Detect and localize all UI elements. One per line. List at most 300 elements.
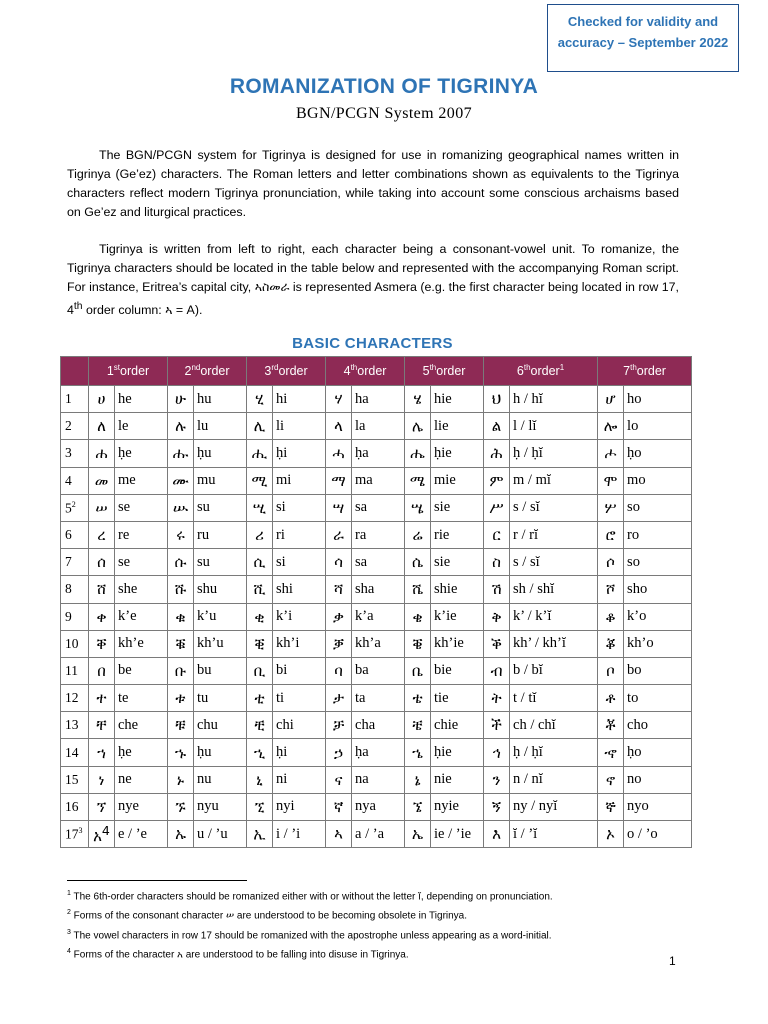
ethiopic-character: ሁ <box>174 390 187 409</box>
romanization-cell: ḥu <box>194 440 247 467</box>
character-cell <box>168 413 194 440</box>
page-title: ROMANIZATION OF TIGRINYA <box>229 75 539 98</box>
ethiopic-character: ኂ <box>253 743 266 762</box>
character-cell <box>484 685 510 712</box>
footnotes <box>67 886 687 963</box>
character-cell <box>168 766 194 793</box>
row-number-text: 3 <box>65 445 72 461</box>
row-number-text: 7 <box>65 554 72 570</box>
romanization-cell: ch / chĭ <box>510 712 598 739</box>
romanization-cell: ḥe <box>115 739 168 766</box>
ethiopic-character: ኙ <box>175 797 186 816</box>
ethiopic-character: ቹ <box>175 716 186 735</box>
column-header-6 <box>484 357 598 386</box>
row-number-text: 6 <box>65 527 72 543</box>
character-cell <box>598 549 624 576</box>
character-cell <box>89 766 115 793</box>
character-cell <box>168 739 194 766</box>
table-header <box>61 357 692 386</box>
footnote <box>67 886 687 905</box>
column-header-label: order <box>120 364 150 379</box>
row-number <box>61 413 89 440</box>
romanization-cell: la <box>352 413 405 440</box>
character-cell <box>89 494 115 521</box>
character-cell <box>89 549 115 576</box>
character-cell <box>405 685 431 712</box>
character-cell <box>484 576 510 603</box>
ethiopic-character: ኡ <box>175 825 186 844</box>
ethiopic-character: ሔ <box>410 444 425 463</box>
column-header-label: order <box>636 364 666 379</box>
ethiopic-character: ኚ <box>254 797 265 816</box>
usage-text-sup: th <box>73 301 83 312</box>
character-cell <box>484 821 510 848</box>
character-cell <box>247 440 273 467</box>
row-number-text: 15 <box>65 771 79 787</box>
row-number-text: 16 <box>65 798 79 814</box>
ethiopic-character: ቓ <box>332 634 345 653</box>
romanization-cell: n / nĭ <box>510 766 598 793</box>
column-header-number: 4 <box>343 364 351 379</box>
ethiopic-character: ቶ <box>605 689 616 708</box>
romanization-cell: ny / nyĭ <box>510 793 598 820</box>
row-number <box>61 739 89 766</box>
column-header-2 <box>168 357 247 386</box>
romanization-cell: ḥu <box>194 739 247 766</box>
romanization-cell: bi <box>273 657 326 684</box>
romanization-cell: re <box>115 521 168 548</box>
ethiopic-character: ሃ <box>334 390 343 409</box>
character-cell <box>598 494 624 521</box>
intro-paragraph <box>67 146 679 222</box>
ethiopic-character: ር <box>492 526 501 545</box>
column-header-1 <box>89 357 168 386</box>
character-cell <box>405 657 431 684</box>
character-cell <box>405 739 431 766</box>
ethiopic-character: ቖ <box>605 634 616 653</box>
column-header-suffix: th <box>350 363 358 373</box>
row-number-text: 1 <box>65 391 72 407</box>
romanization-cell: ĭ / ’ĭ <box>510 821 598 848</box>
romanization-cell: to <box>624 685 692 712</box>
romanization-cell: ḥe <box>115 440 168 467</box>
romanization-cell: si <box>273 494 326 521</box>
usage-text-b: order column: ኣ = A). <box>82 303 203 318</box>
character-cell <box>89 739 115 766</box>
ethiopic-character: ኞ <box>605 797 616 816</box>
column-header-number: 5 <box>422 364 430 379</box>
table-header-row <box>61 357 692 386</box>
character-cell <box>168 440 194 467</box>
romanization-cell: nyu <box>194 793 247 820</box>
romanization-cell: ḥo <box>624 440 692 467</box>
column-header-label: order <box>278 364 308 379</box>
ethiopic-character: በ <box>97 661 106 680</box>
ethiopic-character: ኁ <box>174 743 187 762</box>
romanization-cell: shie <box>431 576 484 603</box>
character-cell <box>89 793 115 820</box>
ethiopic-character: ሦ <box>604 498 617 517</box>
row-number-text: 10 <box>65 635 79 651</box>
romanization-cell: nya <box>352 793 405 820</box>
character-cell <box>89 413 115 440</box>
ethiopic-character: ኣ <box>334 825 343 844</box>
ethiopic-character: ነ <box>98 770 105 789</box>
character-cell <box>247 576 273 603</box>
page-subtitle: BGN/PCGN System 2007 <box>295 105 473 122</box>
ethiopic-character: ላ <box>334 417 343 436</box>
footnote <box>67 944 687 963</box>
ethiopic-character: ሒ <box>251 444 268 463</box>
ethiopic-character: ብ <box>490 661 503 680</box>
column-header-suffix: th <box>630 363 637 373</box>
character-cell <box>326 494 352 521</box>
character-cell <box>598 739 624 766</box>
romanization-cell: ha <box>352 386 405 413</box>
ethiopic-character: ረ <box>97 526 106 545</box>
romanization-cell: hi <box>273 386 326 413</box>
character-cell <box>89 386 115 413</box>
ethiopic-character: ለ <box>97 417 106 436</box>
ethiopic-character: ቺ <box>254 716 265 735</box>
ethiopic-character: ሡ <box>172 498 189 517</box>
ethiopic-character: ሺ <box>253 580 266 599</box>
ethiopic-character: ም <box>489 471 504 490</box>
character-cell <box>89 821 115 848</box>
ethiopic-character: ሾ <box>605 580 616 599</box>
ethiopic-character: ሴ <box>411 553 424 572</box>
romanization-cell: ḥ / ḥĭ <box>510 440 598 467</box>
row-number-text: 12 <box>65 690 79 706</box>
character-cell <box>168 576 194 603</box>
table-body <box>61 386 692 848</box>
ethiopic-character: ኖ <box>605 770 616 789</box>
row-number-text: 13 <box>65 717 79 733</box>
ethiopic-character: ሠ <box>95 498 108 517</box>
ethiopic-character: ች <box>491 716 502 735</box>
character-cell <box>247 603 273 630</box>
romanization-cell: che <box>115 712 168 739</box>
ethiopic-character: ኘ <box>96 797 107 816</box>
romanization-cell: lie <box>431 413 484 440</box>
romanization-cell: su <box>194 549 247 576</box>
column-header-3 <box>247 357 326 386</box>
ethiopic-character: ቲ <box>254 689 265 708</box>
ethiopic-character: ሽ <box>491 580 502 599</box>
column-header-label: order <box>200 364 230 379</box>
column-header-5 <box>405 357 484 386</box>
ethiopic-character: ቢ <box>253 661 266 680</box>
ethiopic-character: መ <box>94 471 109 490</box>
ethiopic-character: ቱ <box>175 689 186 708</box>
character-cell <box>484 657 510 684</box>
ethiopic-character: ቆ <box>605 607 616 626</box>
romanization-cell: kh’ie <box>431 630 484 657</box>
row-number-text: 2 <box>65 418 72 434</box>
ethiopic-character: ኛ <box>333 797 344 816</box>
romanization-cell: sie <box>431 549 484 576</box>
ethiopic-character: ሄ <box>413 390 422 409</box>
column-header-number: 3 <box>264 364 272 379</box>
character-cell <box>247 793 273 820</box>
table-row <box>61 413 692 440</box>
romanization-cell: na <box>352 766 405 793</box>
row-number <box>61 576 89 603</box>
table-row <box>61 685 692 712</box>
character-cell <box>247 467 273 494</box>
table-row <box>61 521 692 548</box>
romanization-cell: chie <box>431 712 484 739</box>
romanization-cell: shu <box>194 576 247 603</box>
romanization-cell: she <box>115 576 168 603</box>
table-row <box>61 440 692 467</box>
page-number: 1 <box>669 954 676 968</box>
character-cell <box>89 685 115 712</box>
romanization-cell: k’a <box>352 603 405 630</box>
character-cell <box>326 630 352 657</box>
character-cell <box>247 549 273 576</box>
character-cell <box>405 603 431 630</box>
character-cell <box>247 521 273 548</box>
character-cell <box>89 657 115 684</box>
ethiopic-character: ቕ <box>491 634 502 653</box>
romanization-cell: sa <box>352 494 405 521</box>
ethiopic-character: ሌ <box>411 417 424 436</box>
character-cell <box>168 657 194 684</box>
ethiopic-character: ሥ <box>489 498 504 517</box>
romanization-cell: ta <box>352 685 405 712</box>
footnote-mark: 1 <box>67 890 71 897</box>
romanization-cell: nyie <box>431 793 484 820</box>
ethiopic-character: ሙ <box>172 471 189 490</box>
footnote-mark: 4 <box>67 947 71 955</box>
romanization-cell: ḥie <box>431 440 484 467</box>
character-cell <box>598 386 624 413</box>
column-header-number: 7 <box>623 364 631 379</box>
romanization-cell: ba <box>352 657 405 684</box>
character-cell <box>326 386 352 413</box>
ethiopic-character: ቅ <box>491 607 502 626</box>
romanization-cell: me <box>115 467 168 494</box>
ethiopic-character: ሬ <box>412 526 423 545</box>
romanization-cell: ru <box>194 521 247 548</box>
character-cell <box>405 766 431 793</box>
romanization-cell: tu <box>194 685 247 712</box>
romanization-cell: b / bĭ <box>510 657 598 684</box>
ethiopic-character: ን <box>492 770 501 789</box>
section-title: BASIC CHARACTERS <box>292 335 453 352</box>
character-cell <box>405 821 431 848</box>
character-cell <box>326 413 352 440</box>
character-cell <box>598 685 624 712</box>
romanization-cell: hu <box>194 386 247 413</box>
row-number <box>61 440 89 467</box>
row-number-footnote-mark: 2 <box>71 499 76 509</box>
ethiopic-character: ማ <box>331 471 346 490</box>
footnote <box>67 905 687 924</box>
character-cell <box>89 712 115 739</box>
ethiopic-character: ሆ <box>605 390 616 409</box>
romanization-cell: k’o <box>624 603 692 630</box>
character-cell <box>326 549 352 576</box>
character-cell <box>484 494 510 521</box>
character-cell <box>168 494 194 521</box>
character-cell <box>326 576 352 603</box>
ethiopic-character: ል <box>491 417 502 436</box>
romanization-cell: kh’e <box>115 630 168 657</box>
table-row <box>61 712 692 739</box>
character-cell <box>484 549 510 576</box>
table-row <box>61 793 692 820</box>
romanization-cell: i / ’i <box>273 821 326 848</box>
character-cell <box>89 630 115 657</box>
romanization-cell: chi <box>273 712 326 739</box>
ethiopic-character: ሕ <box>490 444 503 463</box>
row-number <box>61 521 89 548</box>
ethiopic-character: ሢ <box>252 498 267 517</box>
character-cell <box>247 494 273 521</box>
romanization-cell: nyi <box>273 793 326 820</box>
ethiopic-character: ስ <box>492 553 501 572</box>
footnote-rule <box>67 880 247 881</box>
romanization-cell: ḥ / ḥĭ <box>510 739 598 766</box>
row-number <box>61 685 89 712</box>
romanization-cell: kh’u <box>194 630 247 657</box>
romanization-cell: no <box>624 766 692 793</box>
row-number <box>61 630 89 657</box>
romanization-cell: k’i <box>273 603 326 630</box>
romanization-cell: sie <box>431 494 484 521</box>
character-cell <box>326 440 352 467</box>
ethiopic-character: ቼ <box>412 716 423 735</box>
character-cell <box>326 821 352 848</box>
romanization-cell: mie <box>431 467 484 494</box>
ethiopic-character: ሲ <box>253 553 266 572</box>
romanization-cell: nu <box>194 766 247 793</box>
ethiopic-character: ቦ <box>606 661 615 680</box>
character-cell <box>598 793 624 820</box>
ethiopic-character: ሉ <box>175 417 186 436</box>
romanization-cell: ti <box>273 685 326 712</box>
ethiopic-character: ሓ <box>332 444 345 463</box>
romanization-cell: shi <box>273 576 326 603</box>
ethiopic-character: ና <box>334 770 343 789</box>
character-cell <box>326 521 352 548</box>
ethiopic-character: ቻ <box>332 716 345 735</box>
romanization-cell: k’e <box>115 603 168 630</box>
row-number <box>61 821 89 848</box>
ethiopic-character: ተ <box>96 689 107 708</box>
ethiopic-character: ሩ <box>176 526 185 545</box>
character-cell <box>168 467 194 494</box>
ethiopic-character: ሰ <box>97 553 106 572</box>
character-cell <box>168 603 194 630</box>
column-header-label: order <box>436 364 466 379</box>
romanization-cell: ri <box>273 521 326 548</box>
character-cell <box>168 793 194 820</box>
romanization-cell: so <box>624 494 692 521</box>
romanization-cell: su <box>194 494 247 521</box>
table-row <box>61 603 692 630</box>
usage-paragraph <box>67 240 679 320</box>
romanization-cell: sh / shĭ <box>510 576 598 603</box>
ethiopic-character: ቃ <box>333 607 345 626</box>
romanization-cell: ḥa <box>352 440 405 467</box>
romanization-cell: le <box>115 413 168 440</box>
romanization-cell: kh’o <box>624 630 692 657</box>
ethiopic-character: ቸ <box>96 716 107 735</box>
character-cell <box>247 821 273 848</box>
intro-text: The BGN/PCGN system for Tigrinya is designed for use in romanizing geographical names written in Tigrinya (Ge’ez) characters. The Roman letters and letter combinations shown as equivalents to the Tigrinya characters reflect modern Tigrinya pronunciation, while taking into account some conscious archaisms based on Ge’ez and liturgical practices. <box>67 148 679 219</box>
romanization-cell: li <box>273 413 326 440</box>
table-row <box>61 576 692 603</box>
table-row <box>61 549 692 576</box>
character-cell <box>89 467 115 494</box>
row-number-text: 8 <box>65 581 72 597</box>
romanization-cell: m / mĭ <box>510 467 598 494</box>
romanization-cell: sho <box>624 576 692 603</box>
row-number-text: 14 <box>65 744 79 760</box>
character-cell <box>598 766 624 793</box>
ethiopic-character: ቡ <box>174 661 187 680</box>
row-number-text: 5 <box>65 500 72 516</box>
romanization-cell: o / ’o <box>624 821 692 848</box>
ethiopic-character: አ <box>93 827 102 846</box>
character-cell <box>247 766 273 793</box>
character-cell <box>247 413 273 440</box>
footnote <box>67 925 687 944</box>
romanization-cell: ro <box>624 521 692 548</box>
column-header-suffix: nd <box>191 363 201 373</box>
romanization-cell: ie / ’ie <box>431 821 484 848</box>
character-cell <box>89 603 115 630</box>
romanization-cell: l / lĭ <box>510 413 598 440</box>
character-cell <box>168 821 194 848</box>
character-cell <box>405 576 431 603</box>
romanization-cell: ḥi <box>273 739 326 766</box>
character-cell <box>484 766 510 793</box>
character-cell <box>247 630 273 657</box>
ethiopic-character: ሸ <box>96 580 107 599</box>
romanization-cell: ḥo <box>624 739 692 766</box>
character-cell <box>405 521 431 548</box>
character-cell <box>405 712 431 739</box>
character-cell <box>405 494 431 521</box>
character-cell <box>484 712 510 739</box>
table-row <box>61 657 692 684</box>
character-cell <box>598 712 624 739</box>
row-number <box>61 549 89 576</box>
romanization-cell: u / ’u <box>194 821 247 848</box>
ethiopic-character: ቁ <box>175 607 186 626</box>
footnote-text: The 6th-order characters should be romanized either with or without the letter ĭ, depending on pronunciation. <box>70 891 553 903</box>
column-header-7 <box>598 357 692 386</box>
ethiopic-character: ሳ <box>334 553 343 572</box>
character-cell <box>484 413 510 440</box>
footnote-text: The vowel characters in row 17 should be romanized with the apostrophe unless appearing as a word-initial. <box>70 929 552 941</box>
character-cell <box>598 467 624 494</box>
ethiopic-character: እ <box>492 825 501 844</box>
character-cell <box>598 657 624 684</box>
ethiopic-character: ራ <box>333 526 344 545</box>
basic-characters-table <box>60 356 692 848</box>
character-cell <box>247 739 273 766</box>
character-cell <box>598 821 624 848</box>
ethiopic-character: ኝ <box>492 797 501 816</box>
column-header-label: order <box>357 364 387 379</box>
ethiopic-character: ታ <box>332 689 345 708</box>
table-row <box>61 467 692 494</box>
